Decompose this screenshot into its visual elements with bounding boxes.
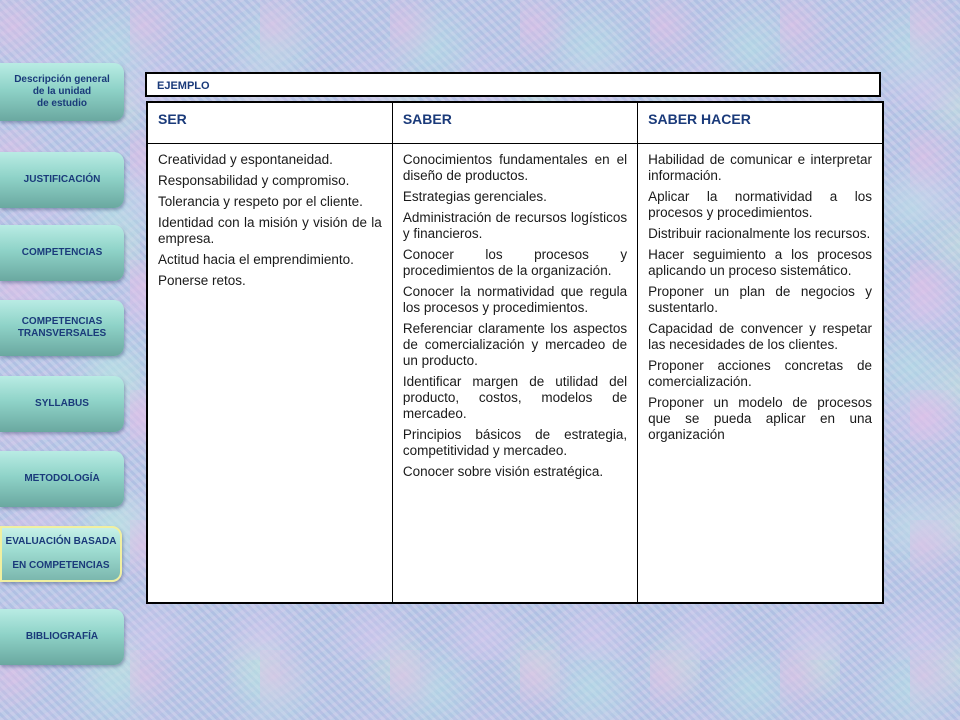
table-header-row [147, 102, 883, 144]
nav-label-evaluacion: EVALUACIÓN BASADA EN COMPETENCIAS [5, 536, 117, 571]
nav-button-bibliografia[interactable] [0, 609, 124, 665]
header-saber-hacer: SABER HACER [638, 102, 883, 144]
list-item: Hacer seguimiento a los procesos aplicando un proceso sistemático. [648, 247, 872, 278]
list-item: Administración de recursos logísticos y financieros. [402, 210, 628, 241]
nav-button-descripcion[interactable] [0, 63, 124, 121]
list-item: Tolerancia y respeto por el cliente. [158, 194, 363, 209]
list-item: Creatividad y espontaneidad. [158, 152, 333, 167]
nav-button-competencias-transversales[interactable] [0, 300, 124, 356]
nav-button-justificacion[interactable] [0, 152, 124, 208]
list-item: Conocer los procesos y procedimientos de la organización. [402, 247, 628, 278]
list-item: Conocer sobre visión estratégica. [402, 464, 604, 479]
list-item: Habilidad de comunicar e interpretar información. [648, 152, 872, 183]
list-item: Principios básicos de estrategia, competitividad y mercadeo. [402, 427, 628, 458]
example-label: EJEMPLO [145, 72, 881, 97]
list-item: Responsabilidad y compromiso. [158, 173, 350, 188]
list-item: Proponer un plan de negocios y sustentarlo. [648, 284, 872, 315]
header-saber: SABER [392, 102, 637, 144]
header-ser: SER [147, 102, 392, 144]
list-item: Capacidad de convencer y respetar las necesidades de los clientes. [648, 321, 872, 352]
list-item: Conocer la normatividad que regula los procesos y procedimientos. [402, 284, 628, 315]
list-item: Referenciar claramente los aspectos de comercialización y mercadeo de un producto. [402, 321, 628, 368]
list-item: Conocimientos fundamentales en el diseño de productos. [402, 152, 628, 183]
column-saber [392, 144, 637, 604]
list-item: Identificar margen de utilidad del producto, costos, modelos de mercadeo. [402, 374, 628, 421]
list-item: Identidad con la misión y visión de la empresa. [158, 215, 382, 246]
nav-label-competencias: COMPETENCIAS [21, 247, 103, 258]
nav-button-competencias[interactable] [0, 225, 124, 281]
nav-button-syllabus[interactable] [0, 376, 124, 432]
column-ser [147, 144, 392, 604]
nav-label-competencias-transversales: COMPETENCIAS TRANSVERSALES [17, 316, 107, 339]
list-item: Proponer acciones concretas de comercialización. [648, 358, 872, 389]
nav-label-metodologia: METODOLOGÍA [24, 473, 100, 484]
nav-label-descripcion: Descripción general de la unidad de estudio [14, 74, 110, 109]
nav-label-justificacion: JUSTIFICACIÓN [23, 174, 101, 185]
nav-button-evaluacion[interactable] [0, 526, 122, 582]
nav-button-metodologia[interactable] [0, 451, 124, 507]
list-item: Actitud hacia el emprendimiento. [158, 252, 354, 267]
competency-table [146, 101, 884, 604]
list-item: Ponerse retos. [158, 273, 246, 288]
list-item: Estrategias gerenciales. [402, 189, 547, 204]
list-item: Distribuir racionalmente los recursos. [648, 226, 871, 241]
nav-label-bibliografia: BIBLIOGRAFÍA [25, 631, 99, 642]
nav-label-syllabus: SYLLABUS [35, 398, 89, 409]
list-item: Proponer un modelo de procesos que se pueda aplicar en una organización [648, 395, 872, 442]
column-saber-hacer [638, 144, 883, 604]
list-item: Aplicar la normatividad a los procesos y procedimientos. [648, 189, 872, 220]
table-row [147, 144, 883, 604]
